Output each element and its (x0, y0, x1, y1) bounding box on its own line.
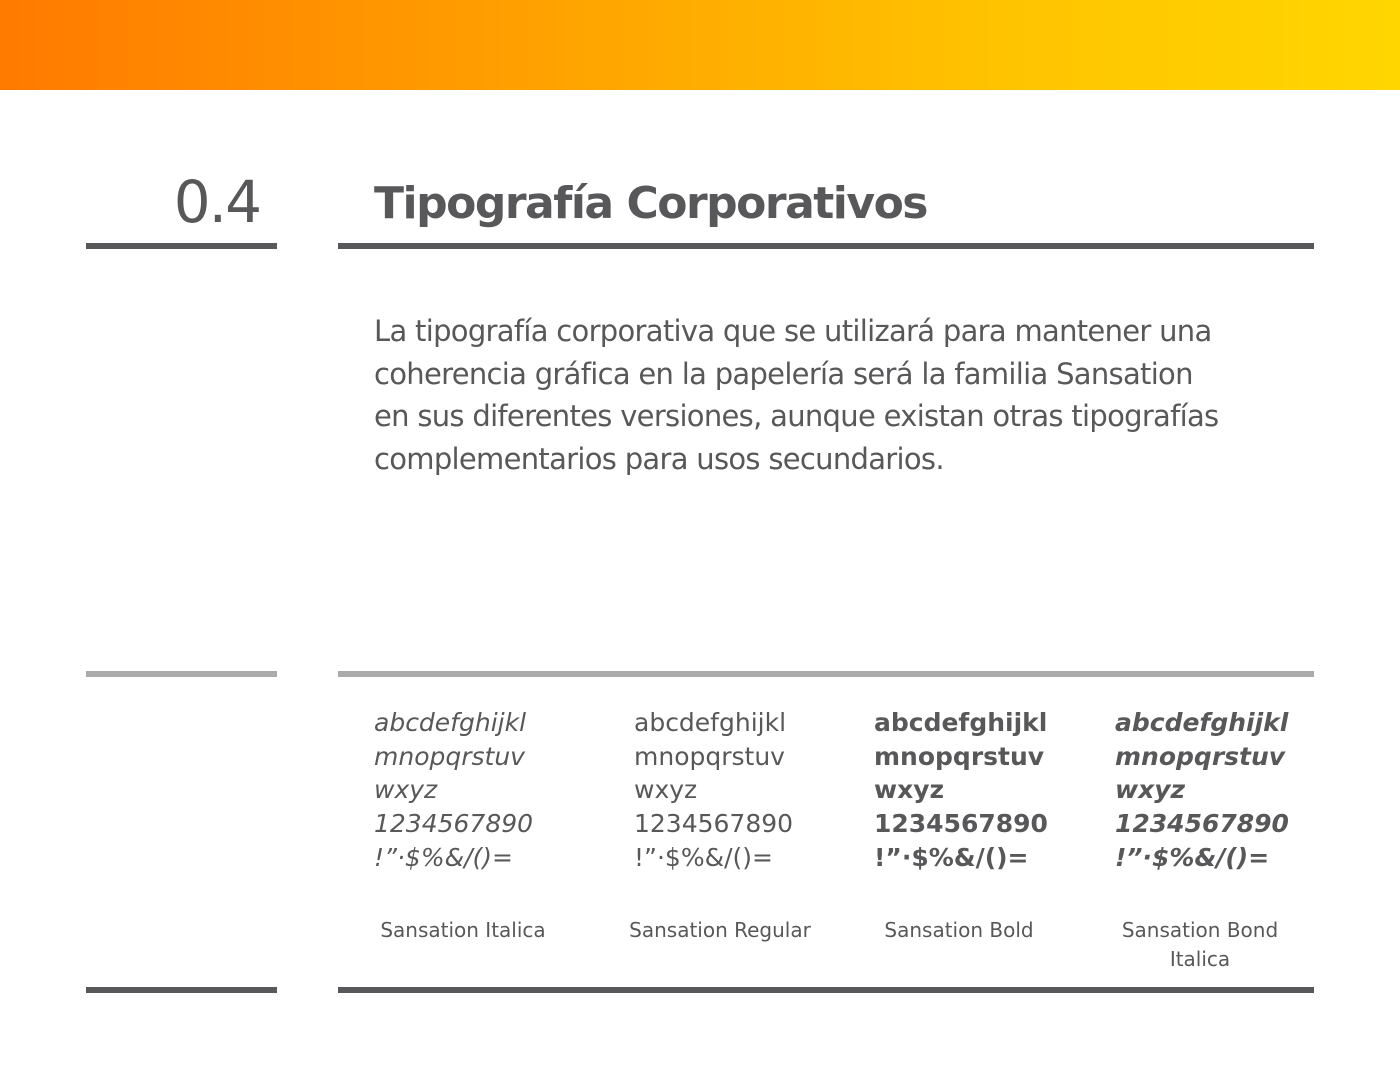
specimen-line: 1234567890 (1115, 809, 1289, 839)
specimen-regular (634, 706, 874, 875)
caption-bold-italic: Sansation Bond Italica (1121, 918, 1279, 971)
specimen-line: 1234567890 (874, 809, 1048, 839)
specimen-line: 1234567890 (374, 809, 534, 839)
specimen-rule-bottom-left (86, 987, 277, 993)
specimen-line: !”·$%&/()= (634, 842, 773, 872)
specimen-line: mnopqrstuv (1115, 741, 1286, 771)
specimen-line: !”·$%&/()= (1115, 842, 1270, 872)
specimen-line: abcdefghijkl (634, 708, 787, 737)
specimen-rule-top-right (338, 671, 1314, 677)
intro-paragraph: La tipografía corporativa que se utilizará para mantener una coherencia gráfica en la papelería será la familia Sansation en sus diferentes versiones, aunque existan otras tipografías complementarios para usos secundarios. (374, 314, 1219, 476)
specimen-line: !”·$%&/()= (374, 842, 513, 872)
specimen-bold (874, 706, 1114, 875)
caption-italic: Sansation Italica (380, 918, 546, 942)
page-title: Tipografía Corporativos (374, 178, 927, 229)
specimen-line: wxyz (1115, 775, 1186, 805)
caption-bold: Sansation Bold (884, 918, 1034, 942)
title-rule-right (338, 243, 1314, 249)
specimen-line: !”·$%&/()= (874, 842, 1029, 872)
specimen-line: wxyz (874, 775, 945, 805)
specimen-line: mnopqrstuv (874, 741, 1045, 771)
specimen-rule-bottom-right (338, 987, 1314, 993)
specimen-line: abcdefghijkl (1115, 708, 1289, 737)
caption-regular: Sansation Regular (629, 918, 811, 942)
specimen-line: mnopqrstuv (374, 741, 525, 771)
specimen-line: wxyz (374, 775, 438, 805)
specimen-line: abcdefghijkl (374, 708, 527, 737)
specimen-line: mnopqrstuv (634, 741, 785, 771)
specimen-rule-top-left (86, 671, 277, 677)
section-number: 0.4 (173, 168, 260, 236)
specimen-bold-italic (1115, 706, 1355, 875)
header-gradient-band (0, 0, 1400, 90)
title-rule-left (86, 243, 277, 249)
specimen-line: 1234567890 (634, 809, 794, 839)
specimen-italic (374, 706, 614, 875)
specimen-line: abcdefghijkl (874, 708, 1048, 737)
specimen-line: wxyz (634, 775, 698, 805)
